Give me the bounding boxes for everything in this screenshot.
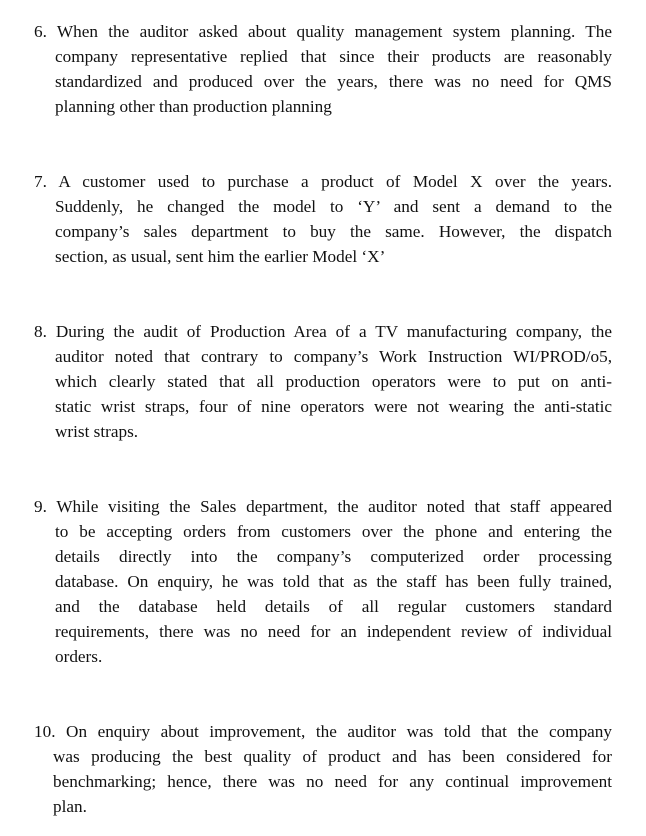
list-item-number: 8. (34, 322, 47, 341)
list-item-line (34, 494, 612, 519)
list-item-line (34, 319, 612, 344)
list-item-line: standardized and produced over the years, there was no need for QMS (55, 72, 612, 91)
list-item-line: Suddenly, he changed the model to ‘Y’ and sent a demand to the (55, 197, 612, 216)
list-item-line: company’s sales department to buy the same. However, the dispatch (55, 222, 612, 241)
list-item-line: requirements, there was no need for an independent review of individual (55, 622, 612, 641)
list-item (34, 169, 612, 269)
list-item-line (34, 169, 612, 194)
list-item-line: details directly into the company’s computerized order processing (55, 547, 612, 566)
list-item-line: auditor noted that contrary to company’s Work Instruction WI/PROD/o5, (55, 347, 612, 366)
list-item-line: section, as usual, sent him the earlier Model ‘X’ (55, 247, 386, 266)
list-item-text: A customer used to purchase a product of Model X over the years. (58, 172, 612, 191)
list-item-text: When the auditor asked about quality management system planning. The (56, 22, 612, 41)
list-item-line: company representative replied that since their products are reasonably (55, 47, 612, 66)
list-item-text: On enquiry about improvement, the auditor was told that the company (66, 722, 612, 741)
list-item-line: which clearly stated that all production operators were to put on anti- (55, 372, 612, 391)
list-item-number: 7. (34, 172, 47, 191)
list-item (34, 719, 612, 819)
list-item-text: While visiting the Sales department, the auditor noted that staff appeared (56, 497, 612, 516)
list-item-line: was producing the best quality of product and has been considered for (53, 747, 612, 766)
list-item-line: database. On enquiry, he was told that as the staff has been fully trained, (55, 572, 612, 591)
list-item-number: 10. (34, 722, 56, 741)
list-item-line (34, 19, 612, 44)
list-item (34, 319, 612, 444)
list-item-line: plan. (53, 797, 87, 816)
list-item-number: 6. (34, 22, 47, 41)
list-item (34, 494, 612, 669)
list-item-line: and the database held details of all regular customers standard (55, 597, 612, 616)
list-item-line: planning other than production planning (55, 97, 332, 116)
list-item (34, 19, 612, 119)
list-item-text: During the audit of Production Area of a TV manufacturing company, the (55, 322, 612, 341)
list-item-line: benchmarking; hence, there was no need for any continual improvement (53, 772, 612, 791)
list-item-line: wrist straps. (55, 422, 139, 441)
list-item-line: orders. (55, 647, 103, 666)
list-item-line: to be accepting orders from customers over the phone and entering the (55, 522, 612, 541)
list-item-line (34, 719, 612, 744)
list-item-line: static wrist straps, four of nine operators were not wearing the anti-static (55, 397, 612, 416)
list-item-number: 9. (34, 497, 47, 516)
